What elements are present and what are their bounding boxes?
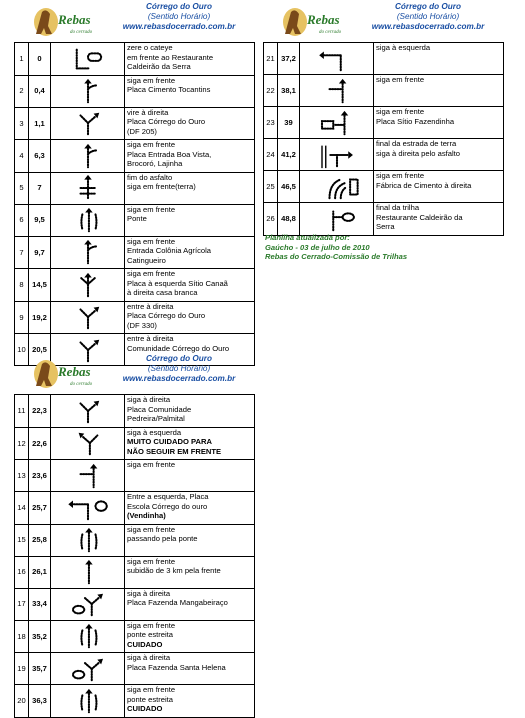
instruction-line: entre à direita bbox=[127, 301, 174, 311]
start-loop-icon bbox=[58, 44, 118, 74]
direction-cell bbox=[51, 172, 125, 204]
instruction-line: entre à direita bbox=[127, 334, 174, 343]
header-subtitle: (Sentido Horário) bbox=[147, 364, 211, 373]
instruction-line: siga em frente bbox=[127, 75, 176, 85]
instruction-line: Ponte bbox=[127, 214, 147, 223]
row-instructions bbox=[125, 685, 255, 718]
route-table-3 bbox=[14, 394, 255, 718]
instruction-line: siga em frente bbox=[127, 620, 176, 630]
row-instructions bbox=[125, 204, 255, 236]
instruction-line: (DF 330) bbox=[127, 320, 157, 330]
sheet-2 bbox=[263, 2, 503, 236]
row-instructions bbox=[374, 171, 504, 203]
instruction-line: final da trilha bbox=[376, 203, 420, 212]
fork-right-icon bbox=[58, 108, 118, 138]
instruction-line: siga em frente bbox=[127, 269, 176, 278]
row-km: 25,8 bbox=[29, 524, 51, 556]
instruction-line: Placa Fazenda Santa Helena bbox=[127, 662, 226, 672]
row-km: 37,2 bbox=[278, 43, 300, 75]
row-number: 5 bbox=[15, 172, 29, 204]
instruction-line: siga à esquerda bbox=[376, 43, 431, 52]
direction-cell bbox=[51, 107, 125, 140]
table-row bbox=[15, 301, 255, 334]
update-note-line-2: Gaúcho - 03 de julho de 2010 bbox=[265, 242, 370, 252]
direction-cell bbox=[300, 75, 374, 107]
direction-cell bbox=[51, 395, 125, 428]
svg-text:Rebas: Rebas bbox=[307, 12, 340, 27]
table-row bbox=[15, 236, 255, 269]
curve-right-icon bbox=[307, 172, 367, 202]
straight-with-right-branch-icon bbox=[58, 237, 118, 267]
table-row bbox=[15, 460, 255, 492]
instruction-line: ponte estreita bbox=[127, 630, 174, 639]
instruction-line: Pedreira/Palmital bbox=[127, 414, 185, 423]
row-km: 46,5 bbox=[278, 171, 300, 203]
direction-cell bbox=[300, 107, 374, 139]
instruction-line: siga em frente bbox=[127, 556, 176, 566]
instruction-line: Restaurante Caldeirão da bbox=[376, 212, 463, 222]
instruction-line: siga em frente bbox=[127, 204, 176, 214]
row-number: 25 bbox=[264, 171, 278, 203]
table-row bbox=[15, 140, 255, 173]
row-number: 7 bbox=[15, 236, 29, 269]
svg-text:do cerrado: do cerrado bbox=[70, 382, 93, 387]
row-instructions bbox=[125, 140, 255, 173]
route-rows-2 bbox=[264, 43, 504, 236]
row-number: 14 bbox=[15, 492, 29, 525]
table-row bbox=[15, 685, 255, 718]
bridge-icon bbox=[58, 205, 118, 235]
bridge-icon bbox=[58, 686, 118, 716]
instruction-line: Placa Entrada Boa Vista, bbox=[127, 149, 212, 159]
header-subtitle: (Sentido Horário) bbox=[147, 12, 211, 21]
table-row bbox=[264, 203, 504, 236]
instruction-line: siga em frente bbox=[127, 460, 176, 469]
row-number: 4 bbox=[15, 140, 29, 173]
instruction-line: Placa Córrego do Ouro bbox=[127, 117, 206, 126]
table-row bbox=[15, 43, 255, 76]
update-note bbox=[265, 233, 407, 262]
row-instructions bbox=[125, 524, 255, 556]
straight-with-left-branch-icon bbox=[307, 76, 367, 106]
row-km: 9,7 bbox=[29, 236, 51, 269]
warning-line: CUIDADO bbox=[127, 704, 163, 713]
straight-with-right-branch-icon bbox=[58, 76, 118, 106]
table-row bbox=[15, 620, 255, 653]
header-text bbox=[104, 354, 254, 384]
fork-right-icon bbox=[58, 302, 118, 332]
turn-right-paved-icon bbox=[307, 140, 367, 170]
row-number: 23 bbox=[264, 107, 278, 139]
row-instructions bbox=[374, 203, 504, 236]
row-km: 26,1 bbox=[29, 556, 51, 588]
table-row bbox=[15, 524, 255, 556]
svg-text:do cerrado: do cerrado bbox=[70, 30, 93, 35]
direction-cell bbox=[51, 301, 125, 334]
row-km: 6,3 bbox=[29, 140, 51, 173]
turn-left-loop-icon bbox=[58, 493, 118, 523]
row-number: 12 bbox=[15, 427, 29, 460]
fork-right-loop-icon bbox=[58, 654, 118, 684]
row-instructions bbox=[374, 75, 504, 107]
instruction-line: ponte estreita bbox=[127, 694, 174, 704]
fork-right-icon bbox=[58, 396, 118, 426]
header-title: Córrego do Ouro bbox=[395, 2, 461, 11]
row-km: 0 bbox=[29, 43, 51, 76]
row-instructions bbox=[374, 43, 504, 75]
row-instructions bbox=[125, 653, 255, 685]
update-note-line-3: Rebas do Cerrado-Comissão de Trilhas bbox=[265, 252, 408, 261]
warning-line: (Vendinha) bbox=[127, 511, 166, 520]
row-number: 1 bbox=[15, 43, 29, 76]
row-km: 23,6 bbox=[29, 460, 51, 492]
instruction-line: siga em frente bbox=[376, 75, 425, 84]
row-instructions bbox=[125, 427, 255, 460]
warning-line: NÃO SEGUIR EM FRENTE bbox=[127, 446, 222, 456]
table-row bbox=[15, 75, 255, 107]
row-number: 21 bbox=[264, 43, 278, 75]
direction-cell bbox=[51, 140, 125, 173]
straight-up-icon bbox=[58, 557, 118, 587]
row-km: 0,4 bbox=[29, 75, 51, 107]
fork-right-loop-icon bbox=[58, 589, 118, 619]
row-number: 16 bbox=[15, 556, 29, 588]
row-number: 18 bbox=[15, 620, 29, 653]
crossroads-icon bbox=[58, 173, 118, 203]
row-km: 41,2 bbox=[278, 139, 300, 171]
row-number: 10 bbox=[15, 334, 29, 366]
row-number: 9 bbox=[15, 301, 29, 334]
route-rows-1 bbox=[15, 43, 255, 366]
direction-cell bbox=[300, 203, 374, 236]
row-number: 17 bbox=[15, 588, 29, 620]
instruction-line: em frente ao Restaurante bbox=[127, 52, 214, 62]
row-instructions bbox=[125, 301, 255, 334]
header-url[interactable]: www.rebasdocerrado.com.br bbox=[122, 22, 236, 31]
row-number: 24 bbox=[264, 139, 278, 171]
instruction-line: siga em frente bbox=[376, 107, 425, 116]
instruction-line: siga à direita bbox=[127, 395, 171, 404]
sheet-1 bbox=[14, 2, 254, 366]
row-km: 14,5 bbox=[29, 269, 51, 302]
sheet-header bbox=[263, 2, 503, 42]
direction-cell bbox=[51, 588, 125, 620]
direction-cell bbox=[51, 43, 125, 76]
instruction-line: Serra bbox=[376, 222, 395, 231]
row-number: 13 bbox=[15, 460, 29, 492]
direction-cell bbox=[51, 524, 125, 556]
instruction-line: siga à esquerda bbox=[127, 427, 182, 437]
row-number: 3 bbox=[15, 107, 29, 140]
instruction-line: subidão de 3 km pela frente bbox=[127, 566, 221, 575]
route-rows-3 bbox=[15, 395, 255, 718]
row-instructions bbox=[125, 492, 255, 525]
row-instructions bbox=[374, 139, 504, 171]
row-km: 35,2 bbox=[29, 620, 51, 653]
straight-with-left-branch-icon bbox=[58, 461, 118, 491]
row-km: 9,5 bbox=[29, 204, 51, 236]
table-row bbox=[264, 171, 504, 203]
instruction-line: siga em frente bbox=[127, 524, 176, 534]
instruction-line: siga em frente bbox=[376, 171, 425, 180]
instruction-line: siga em frente bbox=[127, 236, 176, 246]
row-km: 7 bbox=[29, 172, 51, 204]
table-row bbox=[15, 427, 255, 460]
instruction-line: Comunidade Córrego do Ouro bbox=[127, 343, 230, 353]
row-number: 15 bbox=[15, 524, 29, 556]
instruction-line: Placa Córrego do Ouro bbox=[127, 311, 206, 320]
straight-with-right-branch-icon bbox=[58, 141, 118, 171]
direction-cell bbox=[51, 653, 125, 685]
instruction-line: Placa Cimento Tocantins bbox=[127, 85, 211, 94]
direction-cell bbox=[51, 427, 125, 460]
direction-cell bbox=[51, 685, 125, 718]
row-number: 19 bbox=[15, 653, 29, 685]
instruction-line: Entre a esquerda, Placa bbox=[127, 492, 209, 501]
direction-cell bbox=[51, 460, 125, 492]
route-table-1 bbox=[14, 42, 255, 366]
table-row bbox=[264, 139, 504, 171]
instruction-line: Placa Comunidade bbox=[127, 404, 192, 414]
row-instructions bbox=[125, 107, 255, 140]
header-text bbox=[353, 2, 503, 32]
instruction-line: à direita casa branca bbox=[127, 288, 198, 297]
bridge-icon bbox=[58, 525, 118, 555]
fork-both-icon bbox=[58, 270, 118, 300]
finish-loop-icon bbox=[307, 204, 367, 234]
direction-cell bbox=[300, 171, 374, 203]
instruction-line: siga à direita bbox=[127, 588, 171, 598]
direction-cell bbox=[51, 620, 125, 653]
row-instructions bbox=[374, 107, 504, 139]
row-instructions bbox=[125, 588, 255, 620]
header-subtitle: (Sentido Horário) bbox=[396, 12, 460, 21]
direction-cell bbox=[51, 556, 125, 588]
direction-cell bbox=[51, 269, 125, 302]
table-row bbox=[15, 172, 255, 204]
svg-text:do cerrado: do cerrado bbox=[319, 30, 342, 35]
row-km: 19,2 bbox=[29, 301, 51, 334]
row-instructions bbox=[125, 620, 255, 653]
instruction-line: Placa Sítio Fazendinha bbox=[376, 116, 455, 126]
header-url[interactable]: www.rebasdocerrado.com.br bbox=[371, 22, 485, 31]
warning-line: MUITO CUIDADO PARA bbox=[127, 437, 212, 446]
row-instructions bbox=[125, 75, 255, 107]
table-row bbox=[15, 588, 255, 620]
sheet-header bbox=[14, 354, 254, 394]
table-row bbox=[15, 269, 255, 302]
row-km: 36,3 bbox=[29, 685, 51, 718]
table-row bbox=[15, 653, 255, 685]
row-instructions bbox=[125, 236, 255, 269]
table-row bbox=[264, 43, 504, 75]
sheet-3 bbox=[14, 354, 254, 718]
update-note-line-1: Planilha atualizada por: bbox=[265, 233, 350, 242]
row-km: 35,7 bbox=[29, 653, 51, 685]
svg-text:Rebas: Rebas bbox=[58, 364, 91, 379]
table-row bbox=[15, 107, 255, 140]
row-number: 20 bbox=[15, 685, 29, 718]
row-km: 48,8 bbox=[278, 203, 300, 236]
instruction-line: siga à direita bbox=[127, 653, 171, 662]
instruction-line: Placa Fazenda Mangabeiraço bbox=[127, 598, 228, 607]
table-row bbox=[15, 395, 255, 428]
instruction-line: Entrada Colônia Agrícola bbox=[127, 246, 212, 255]
instruction-line: passando pela ponte bbox=[127, 534, 198, 543]
row-number: 26 bbox=[264, 203, 278, 236]
route-table-2 bbox=[263, 42, 504, 236]
row-km: 20,5 bbox=[29, 334, 51, 366]
instruction-line: siga em frente bbox=[127, 685, 176, 694]
row-km: 1,1 bbox=[29, 107, 51, 140]
row-km: 22,6 bbox=[29, 427, 51, 460]
direction-cell bbox=[300, 43, 374, 75]
table-row bbox=[15, 556, 255, 588]
row-instructions bbox=[125, 460, 255, 492]
row-instructions bbox=[125, 269, 255, 302]
sheet-header bbox=[14, 2, 254, 42]
instruction-line: siga em frente bbox=[127, 140, 176, 149]
row-km: 22,3 bbox=[29, 395, 51, 428]
instruction-line: fim do asfalto bbox=[127, 172, 173, 182]
instruction-line: Fábrica de Cimento à direita bbox=[376, 180, 472, 190]
instruction-line: Catingueiro bbox=[127, 255, 166, 265]
direction-cell bbox=[51, 204, 125, 236]
header-url[interactable]: www.rebasdocerrado.com.br bbox=[122, 374, 236, 383]
warning-line: CUIDADO bbox=[127, 639, 163, 649]
instruction-line: Brocoró, Lajinha bbox=[127, 159, 183, 168]
bridge-icon bbox=[58, 621, 118, 651]
fork-left-icon bbox=[58, 428, 118, 458]
row-instructions bbox=[125, 395, 255, 428]
row-number: 6 bbox=[15, 204, 29, 236]
row-km: 25,7 bbox=[29, 492, 51, 525]
instruction-line: siga em frente(terra) bbox=[127, 182, 196, 191]
direction-cell bbox=[300, 139, 374, 171]
instruction-line: Placa à esquerda Sítio Canaã bbox=[127, 278, 228, 288]
row-instructions bbox=[125, 172, 255, 204]
instruction-line: siga à direita pelo asfalto bbox=[376, 148, 461, 158]
row-number: 22 bbox=[264, 75, 278, 107]
instruction-line: Escola Córrego do ouro bbox=[127, 501, 208, 511]
table-row bbox=[15, 204, 255, 236]
row-instructions bbox=[125, 556, 255, 588]
turn-left-icon bbox=[307, 44, 367, 74]
instruction-line: zere o cateye bbox=[127, 43, 173, 52]
header-text bbox=[104, 2, 254, 32]
direction-cell bbox=[51, 75, 125, 107]
instruction-line: final da estrada de terra bbox=[376, 139, 457, 148]
straight-with-left-sign-icon bbox=[307, 108, 367, 138]
row-number: 11 bbox=[15, 395, 29, 428]
table-row bbox=[264, 75, 504, 107]
table-row bbox=[264, 107, 504, 139]
svg-text:Rebas: Rebas bbox=[58, 12, 91, 27]
direction-cell bbox=[51, 492, 125, 525]
row-km: 39 bbox=[278, 107, 300, 139]
row-number: 8 bbox=[15, 269, 29, 302]
instruction-line: Caldeirão da Serra bbox=[127, 62, 191, 71]
row-number: 2 bbox=[15, 75, 29, 107]
instruction-line: (DF 205) bbox=[127, 126, 157, 136]
row-km: 38,1 bbox=[278, 75, 300, 107]
row-km: 33,4 bbox=[29, 588, 51, 620]
instruction-line: vire à direita bbox=[127, 107, 169, 117]
table-row bbox=[15, 492, 255, 525]
header-title: Córrego do Ouro bbox=[146, 2, 212, 11]
row-instructions bbox=[125, 43, 255, 76]
direction-cell bbox=[51, 236, 125, 269]
header-title: Córrego do Ouro bbox=[146, 354, 212, 363]
